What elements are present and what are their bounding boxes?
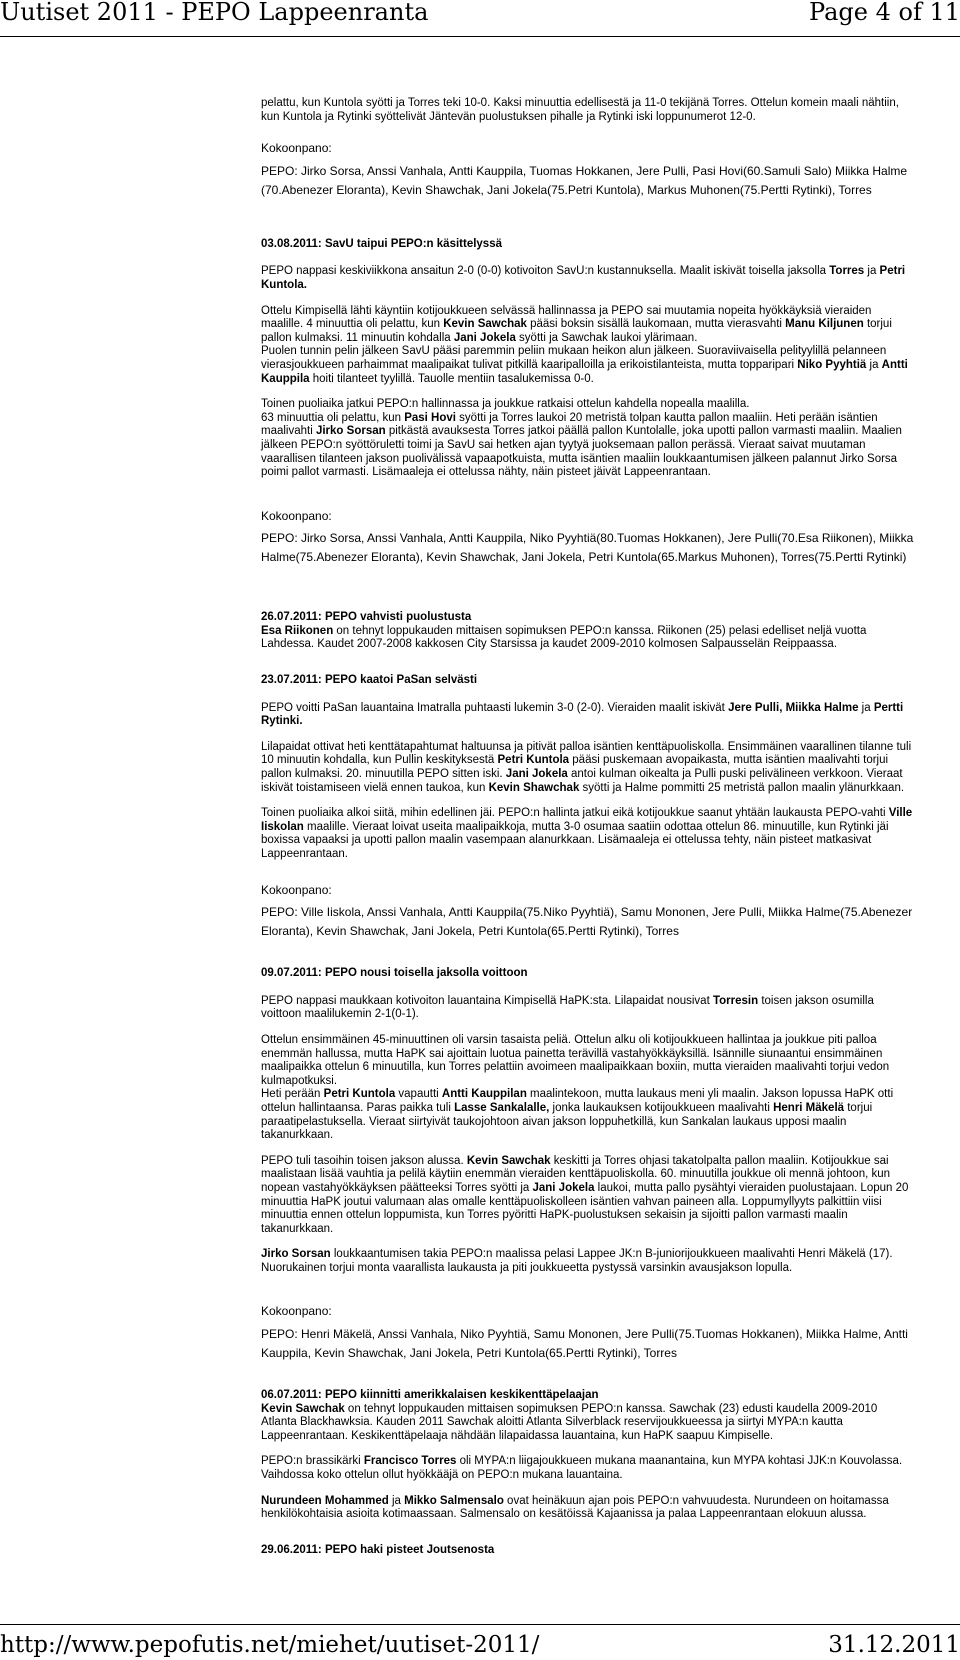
article-paragraph: Esa Riikonen on tehnyt loppukauden mittaisen sopimuksen PEPO:n kanssa. Riikonen (25) pelasi edelliset neljä vuotta Lahdessa. Kaudet 2007-2008 kakkosen City Starsissa ja kaudet 2009-2010 kolmosen Salpausselän Reippaassa. xyxy=(261,624,867,651)
article-paragraph: Kevin Sawchak on tehnyt loppukauden mittaisen sopimuksen PEPO:n kanssa. Sawchak (23) edusti kaudella 2009-2010 Atlanta Blackhawksia. Kauden 2011 Sawchak aloitti Atlanta Silverblack reservijoukkueessa ja siirtyi MYPA:n kautta Lappeenrantaan. Keskikenttäpelaaja nähdään lilapaidassa lauantaina, kun HaPK saapuu Kimpiselle. xyxy=(261,1402,878,1442)
article-paragraph: Heti perään Petri Kuntola vapautti Antti Kauppilan maalintekoon, mutta laukaus meni yli maalin. Jakson lopussa HaPK otti ottelun hallintaansa. Paras paikka tuli Lasse Sankalalle, jonka laukauksen kotijoukkueen maalivahti Henri Mäkelä torjui paraatipelastuksella. Vieraat siirtyivät taukojohtoon aivan jakson loppuhetkillä, kun Sankalan laukaus upposi maalin takanurkkaan. xyxy=(261,1088,894,1142)
article-title: 06.07.2011: PEPO kiinnitti amerikkalaisen keskikenttäpelaajan xyxy=(261,1389,599,1402)
lineup-text: PEPO: Ville Iiskola, Anssi Vanhala, Antti Kauppila(75.Niko Pyyhtiä), Samu Mononen, Jere Pulli, Miikka Halme(75.Abenezer Eloranta), Kevin Shawchak, Jani Jokela, Petri Kuntola(65.Pertti Rytinki), Torres xyxy=(261,905,913,939)
article-paragraph: 63 minuuttia oli pelattu, kun Pasi Hovi syötti ja Torres laukoi 20 metristä tolpan kautta pallon maaliin. Heti perään isäntien maalivahti Jirko Sorsan pitkästä avauksesta Torres jatkoi päällä pallon Kuntolalle, joka upotti pallon varmasti maaliin. Maalien jälkeen PEPO:n syöttöruletti toimi ja SavU sai hetken ajan tyytyä juoksemaan pallon perässä. Vieraat saivat muutaman vaarallisen tilanteen jakson puolivälissä vapaapotkuista, mutta isäntien maaliin loukkaantumisen jälkeen palannut Jirko Sorsa poimi pallot varmasti. Lisämaaleja ei ottelussa nähty, näin pisteet jäivät Lappeenrantaan. xyxy=(261,411,902,479)
article-paragraph: Nurundeen Mohammed ja Mikko Salmensalo ovat heinäkuun ajan pois PEPO:n vahvuudesta. Nurundeen on hoitamassa henkilökohtaisia asioita kotimaassaan. Salmensalo on kesätöissä Kajaanissa ja palaa Lappeenrantaan elokuun alussa. xyxy=(261,1494,889,1521)
article-title: 29.06.2011: PEPO haki pisteet Joutsenosta xyxy=(261,1543,495,1556)
article-title: 26.07.2011: PEPO vahvisti puolustusta xyxy=(261,611,472,624)
article-paragraph: Ottelu Kimpisellä lähti käyntiin kotijoukkueen selvässä hallinnassa ja PEPO sai muutamia nopeita hyökkäyksiä vieraiden maalille. 4 minuuttia oli pelattu, kun Kevin Sawchak pääsi boksin sisällä laukomaan, mutta vierasvahti Manu Kiljunen torjui pallon kulmaksi. 11 minuutin kohdalla Jani Jokela syötti ja Sawchak laukoi ylärimaan. xyxy=(261,304,892,344)
article-paragraph: Lilapaidat ottivat heti kenttätapahtumat haltuunsa ja pitivät palloa isäntien kenttäpuoliskolla. Ensimmäinen vaarallinen tilanne tuli 10 minuutin kohdalla, kun Pullin keskityksestä Petri Kuntola pääsi puskemaan avopaikasta, mutta isäntien maalivahti torjui pallon kulmaksi. 20. minuutilla PEPO sitten iski. Jani Jokela antoi kulman oikealta ja Pulli puski pelivälineen verkkoon. Vieraat iskivät toistamiseen vielä ennen taukoa, kun Kevin Shawchak syötti ja Halme pommitti 25 metristä pallon maalin ylänurkkaan. xyxy=(261,740,912,794)
article-paragraph: Jirko Sorsan loukkaantumisen takia PEPO:n maalissa pelasi Lappee JK:n B-juniorijoukkueen maalivahti Henri Mäkelä (17). Nuorukainen torjui monta vaarallista laukausta ja piti joukkueetta pystyssä varsinkin avausjakson lopulla. xyxy=(261,1248,893,1274)
article-paragraph: PEPO nappasi maukkaan kotivoiton lauantaina Kimpisellä HaPK:sta. Lilapaidat nousivat Torresin toisen jakson osumilla voittoon maalilukemin 2-1(0-1). xyxy=(261,994,874,1021)
lineup-text: PEPO: Jirko Sorsa, Anssi Vanhala, Antti Kauppila, Niko Pyyhtiä(80.Tuomas Hokkanen), Jere Pulli(70.Esa Riikonen), Miikka Halme(75.Abenezer Eloranta), Kevin Shawchak, Jani Jokela, Petri Kuntola(65.Markus Muhonen), Torres(75.Pertti Rytinki) xyxy=(261,531,914,565)
article-title: 09.07.2011: PEPO nousi toisella jaksolla voittoon xyxy=(261,967,528,980)
article-paragraph: PEPO:n brassikärki Francisco Torres oli MYPA:n liigajoukkueen mukana maanantaina, kun MYPA kohtasi JJK:n Kouvolassa. Vaihdossa koko ottelun ollut hyökkääjä on PEPO:n mukana lauantaina. xyxy=(261,1455,903,1482)
article-paragraph: PEPO voitti PaSan lauantaina Imatralla puhtaasti lukemin 3-0 (2-0). Vieraiden maalit iskivät Jere Pulli, Miikka Halme ja Pertti Rytinki. xyxy=(261,701,904,728)
page-header xyxy=(0,0,960,44)
article-title: 23.07.2011: PEPO kaatoi PaSan selvästi xyxy=(261,674,478,687)
intro-paragraph: pelattu, kun Kuntola syötti ja Torres teki 10-0. Kaksi minuuttia edellisestä ja 11-0 tekijänä Torres. Ottelun komein maali nähtiin, kun Kuntola ja Rytinki syöttelivät Jäntevän puolustuksen pihalle ja Rytinki iski loppunumerot 12-0. xyxy=(261,97,899,123)
article-paragraph: Toinen puoliaika alkoi siitä, mihin edellinen jäi. PEPO:n hallinta jatkui eikä kotijoukkue saanut yhtään laukausta PEPO-vahti Ville Iiskolan maalille. Vieraat loivat useita maalipaikkoja, mutta 3-0 osumaa saatiin odottaa ottelun 86. minuutille, kun Rytinki jäi boxissa vapaaksi ja upotti pallon maalin vasempaan alanurkkaan. Lisämaaleja ei ottelussa tehty, näin pisteet matkasivat Lappeenrantaan. xyxy=(261,807,913,860)
lineup-label: Kokoonpano: xyxy=(261,141,332,156)
footer-rule xyxy=(0,1624,960,1625)
article-paragraph: Ottelun ensimmäinen 45-minuuttinen oli varsin tasaista peliä. Ottelun alku oli kotijoukkueen hallintaa ja joukkue piti palloa enemmän hallussa, mutta HaPK sai ajoittain luotua painetta terävillä vastahyökkäyksillä. Isännille siunaantui ensimmäinen maalipaikka ottelun 6 minuutilla, kun Torres pelattiin avoimeen maalipaikkaan boxiin, mutta vieraiden maalivahti torjui vedon kulmapotkuksi. xyxy=(261,1033,890,1087)
footer-url: http://www.pepofutis.net/miehet/uutiset-2011/ xyxy=(0,1632,540,1658)
lineup-label: Kokoonpano: xyxy=(261,508,332,523)
news-content xyxy=(261,97,915,1557)
lineup-text: PEPO: Henri Mäkelä, Anssi Vanhala, Niko Pyyhtiä, Samu Mononen, Jere Pulli(75.Tuomas Hokkanen), Miikka Halme, Antti Kauppila, Kevin Shawchak, Jani Jokela, Petri Kuntola(65.Pertti Rytinki), Torres xyxy=(261,1327,908,1361)
article-title: 03.08.2011: SavU taipui PEPO:n käsittelyssä xyxy=(261,237,502,250)
page-footer xyxy=(0,1618,960,1660)
article-paragraph: Toinen puoliaika jatkui PEPO:n hallinnassa ja joukkue ratkaisi ottelun kahdella nopealla maalilla. xyxy=(261,398,750,411)
header-rule xyxy=(0,36,960,37)
article-paragraph: PEPO nappasi keskiviikkona ansaitun 2-0 (0-0) kotivoiton SavU:n kustannuksella. Maalit iskivät toisella jaksolla Torres ja Petri Kuntola. xyxy=(261,265,906,291)
page-number: Page 4 of 11 xyxy=(809,0,960,26)
article-paragraph: Puolen tunnin pelin jälkeen SavU pääsi paremmin peliin mukaan heikon alun jälkeen. Suoraviivaisella pelityylillä pelanneen vierasjoukkueen parhaimmat maalipaikat tulivat pitkillä kaaripalloilla ja erikoistilanteista, mutta topparipari Niko Pyyhtiä ja Antti Kauppila hoiti tilanteet tyylillä. Tauolle mentiin tasalukemissa 0-0. xyxy=(261,345,908,385)
lineup-label: Kokoonpano: xyxy=(261,882,332,897)
document-title: Uutiset 2011 - PEPO Lappeenranta xyxy=(0,0,429,26)
footer-date: 31.12.2011 xyxy=(828,1632,960,1658)
lineup-label: Kokoonpano: xyxy=(261,1304,332,1319)
article-paragraph: PEPO tuli tasoihin toisen jakson alussa. Kevin Sawchak keskitti ja Torres ohjasi takatolpalta pallon maaliin. Kotijoukkue sai maalistaan lisää vauhtia ja pelilä käytiin enemmän vieraiden kenttäpuoliskolla. 60. minuutilla joukkue oli mennä johtoon, kun nopean vastahyökkäyksen päätteeksi Torres syötti ja Jani Jokela laukoi, mutta pallo pysähtyi vieraiden puolustajaan. Lopun 20 minuuttia HaPK joutui valumaan alas omalle kenttäpuoliskolleen isäntien vahvan paineen alla. Loppumyllyyts palkittiin viisi minuuttia ennen ottelun loppumista, kun Torres pyöritti HaPK-puolustuksen sekaisin ja sijoitti pallon varmasti maalin takanurkkaan. xyxy=(261,1154,909,1235)
lineup-text: PEPO: Jirko Sorsa, Anssi Vanhala, Antti Kauppila, Tuomas Hokkanen, Jere Pulli, Pasi Hovi(60.Samuli Salo) Miikka Halme (70.Abenezer Eloranta), Kevin Shawchak, Jani Jokela(75.Petri Kuntola), Markus Muhonen(75.Pertti Rytinki), Torres xyxy=(261,163,908,197)
